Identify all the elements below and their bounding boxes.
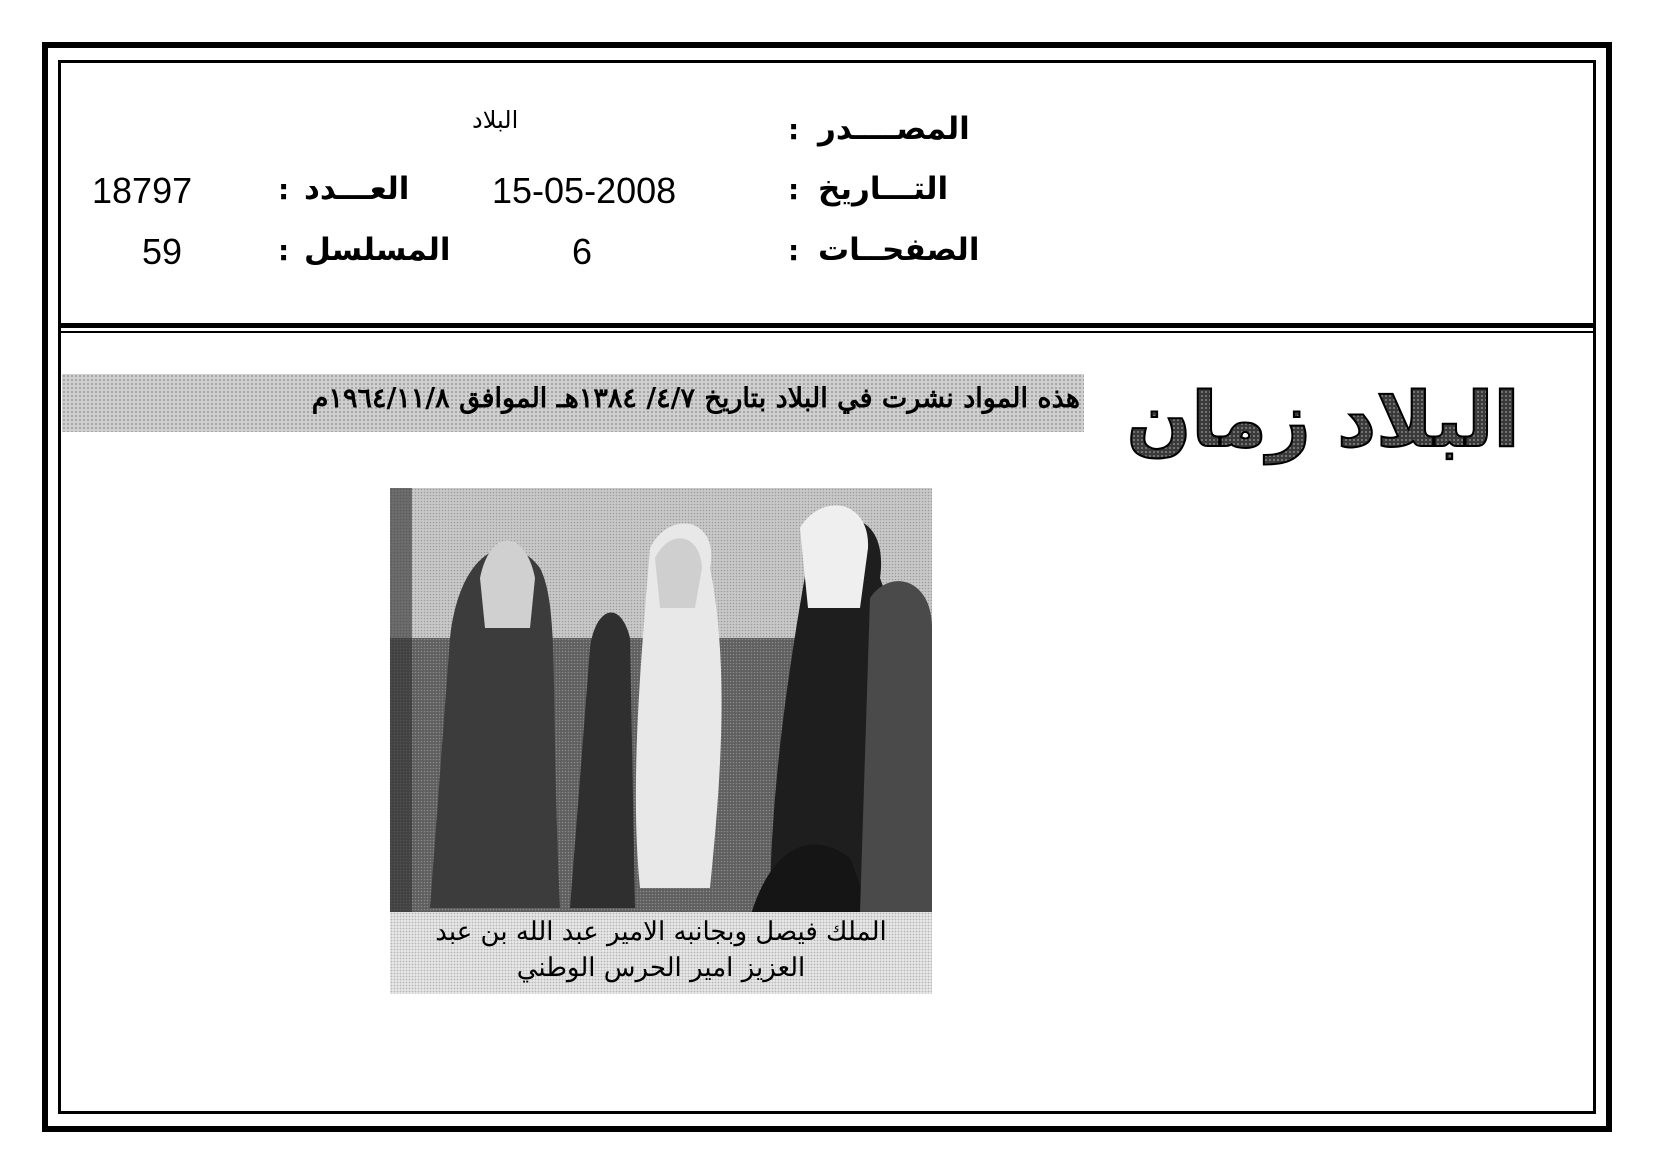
- issue-label: العـــدد: [304, 171, 410, 207]
- news-photo: [390, 488, 932, 912]
- serial-value: 59: [142, 231, 183, 272]
- date-value: 15-05-2008: [492, 170, 677, 211]
- source-label: المصــــدر: [818, 111, 970, 147]
- serial-label: المسلسل: [304, 232, 451, 268]
- pages-colon: :: [788, 234, 800, 267]
- date-colon: :: [788, 173, 800, 206]
- masthead-logo: [1108, 378, 1538, 466]
- date-label: التـــاريخ: [818, 171, 949, 207]
- caption-line-1: الملك فيصل وبجانبه الامير عبد الله بن عبد: [435, 917, 887, 947]
- header-divider: [58, 323, 1596, 333]
- photo-caption: [395, 914, 927, 986]
- serial-colon: :: [278, 234, 290, 267]
- issue-colon: :: [278, 173, 290, 206]
- banner-text: هذه المواد نشرت في البلاد بتاريخ ٤/٧/ ١٣٨٤هـ الموافق ١٩٦٤/١١/٨م: [311, 383, 1080, 414]
- pages-value: 6: [572, 231, 593, 272]
- pages-label: الصفحــات: [818, 232, 980, 268]
- issue-value: 18797: [92, 170, 193, 211]
- source-colon: :: [788, 113, 800, 146]
- masthead-text: البلاد زمان: [1126, 378, 1520, 464]
- source-value: البلاد: [472, 106, 519, 134]
- caption-line-2: العزيز امير الحرس الوطني: [516, 953, 806, 983]
